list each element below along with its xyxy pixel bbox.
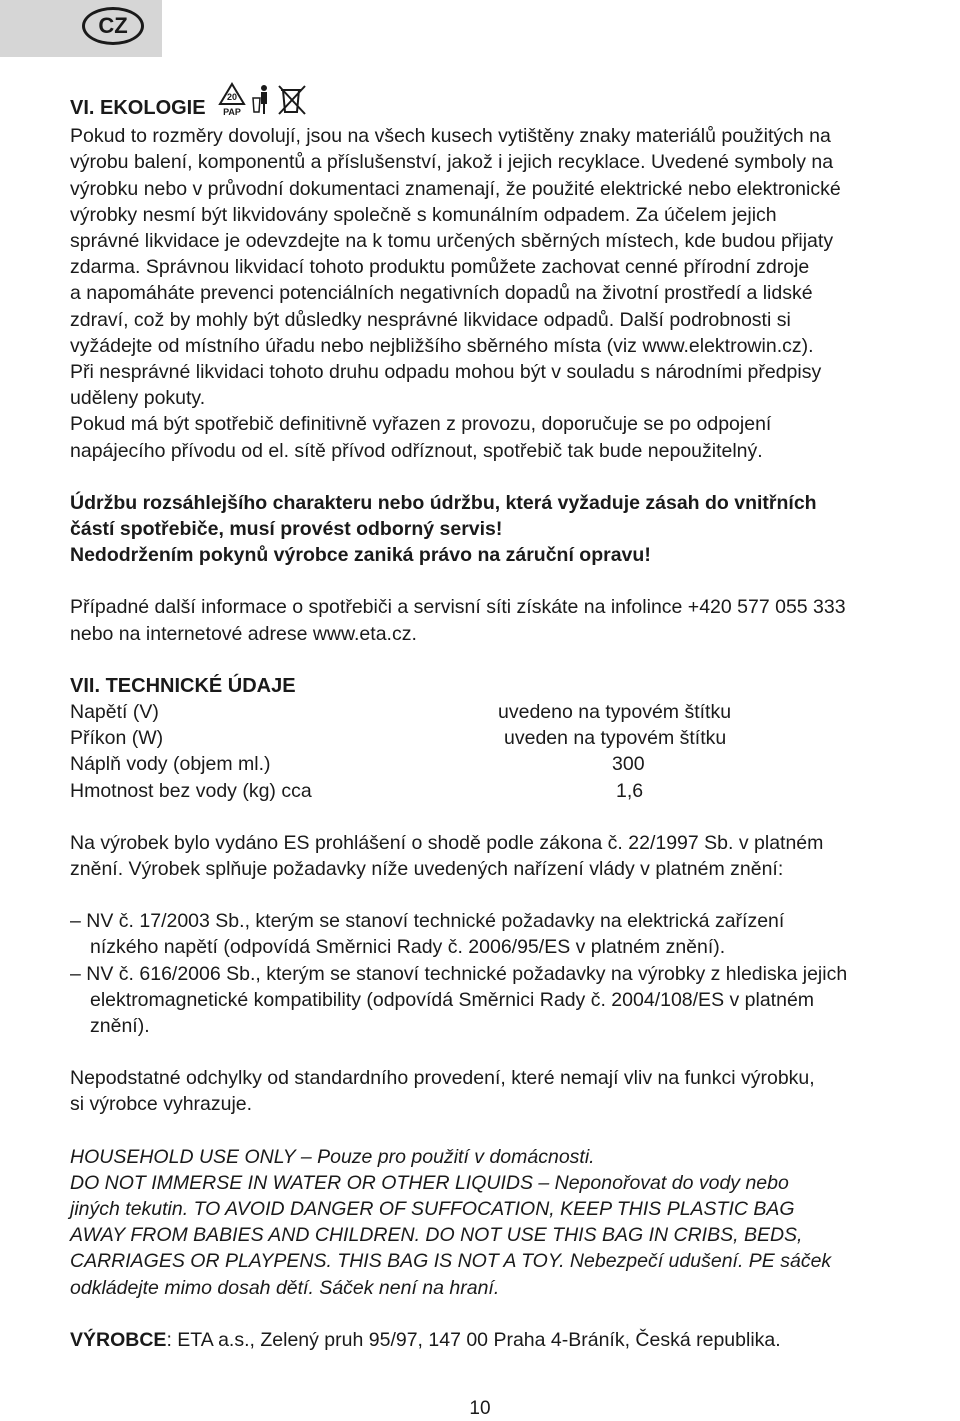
tech-value: uveden na typovém štítku bbox=[504, 727, 727, 750]
manufacturer-label: VÝROBCE bbox=[70, 1328, 167, 1351]
page-number: 10 bbox=[469, 1398, 491, 1419]
language-tab bbox=[0, 0, 162, 57]
crossed-bin-icon bbox=[279, 86, 305, 114]
recycling-code-material: PAP bbox=[223, 107, 241, 117]
ekologie-line: zdraví, což by mohly být důsledky nesprávné likvidace odpadů. Další podrobnosti si bbox=[70, 308, 791, 331]
tech-label: Náplň vody (objem ml.) bbox=[70, 753, 271, 776]
regulation-item bbox=[70, 961, 960, 987]
warning-line: částí spotřebiče, musí provést odborný servis! bbox=[70, 518, 503, 541]
safety-line bbox=[70, 1170, 960, 1196]
warning-line: Údržbu rozsáhlejšího charakteru nebo údržbu, která vyžaduje zásah do vnitřních bbox=[70, 491, 817, 514]
deviations-line: Nepodstatné odchylky od standardního provedení, které nemají vliv na funkci výrobku, bbox=[70, 1067, 815, 1090]
section-ekologie-title: VI. EKOLOGIE bbox=[70, 97, 206, 119]
tech-label: Příkon (W) bbox=[70, 727, 164, 750]
regulation-ref: NV č. 616/2006 Sb. bbox=[86, 962, 256, 985]
regulation-item bbox=[70, 908, 960, 934]
page-content bbox=[70, 82, 960, 1353]
safety-line bbox=[70, 1196, 960, 1222]
manufacturer-address: : ETA a.s., Zelený pruh 95/97, 147 00 Praha 4-Bráník, Česká republika. bbox=[166, 1328, 781, 1351]
safety-line bbox=[70, 1248, 960, 1274]
ekologie-line: výrobku nebo v průvodní dokumentaci znamenají, že použité elektrické nebo elektronické bbox=[70, 177, 841, 200]
ekologie-line: Při nesprávné likvidaci tohoto druhu odpadu mohou být v souladu s národními předpisy bbox=[70, 361, 822, 384]
info-line: nebo na internetové adrese www.eta.cz. bbox=[70, 622, 417, 645]
list-dash: – bbox=[70, 962, 81, 985]
tech-value: 1,6 bbox=[616, 779, 644, 802]
safety-line: odkládejte mimo dosah dětí. Sáček není na hraní. bbox=[70, 1276, 500, 1299]
tech-row bbox=[70, 778, 960, 804]
language-badge: CZ bbox=[82, 7, 144, 45]
declaration-line: Na výrobek bylo vydáno ES prohlášení o shodě podle zákona č. 22/1997 Sb. v platném bbox=[70, 831, 824, 854]
info-line: Případné další informace o spotřebiči a servisní síti získáte na infolince +420 577 055 333 bbox=[70, 596, 846, 619]
regulation-text-continued: znění). bbox=[90, 1015, 150, 1038]
ekologie-line: správné likvidace je odevzdejte na k tomu určených sběrných místech, kde budou přijaty bbox=[70, 230, 834, 253]
tech-row bbox=[70, 699, 960, 725]
immerse-notice-cz: – Neponořovat do vody nebo bbox=[532, 1171, 789, 1194]
regulation-text-continued: elektromagnetické kompatibility (odpovídá Směrnici Rady č. 2004/108/ES v platném bbox=[90, 988, 815, 1011]
suffocation-notice-en: TO AVOID DANGER OF SUFFOCATION, KEEP THIS PLASTIC BAG bbox=[188, 1198, 795, 1221]
regulation-text: , kterým se stanoví technické požadavky na elektrická zařízení bbox=[244, 910, 785, 933]
tech-row bbox=[70, 751, 960, 777]
ekologie-line: a napomáháte prevenci potenciálních negativních dopadů na životní prostředí a lidské bbox=[70, 282, 813, 305]
ekologie-line: výrobky nesmí být likvidovány společně s komunálním odpadem. Za účelem jejich bbox=[70, 203, 777, 226]
safety-line: AWAY FROM BABIES AND CHILDREN. DO NOT USE THIS BAG IN CRIBS, BEDS, bbox=[70, 1224, 803, 1247]
ekologie-line: Pokud má být spotřebič definitivně vyřazen z provozu, doporučuje se po odpojení bbox=[70, 413, 772, 436]
tech-row bbox=[70, 725, 960, 751]
tech-value: 300 bbox=[612, 753, 645, 776]
recycling-symbols-icon bbox=[217, 82, 311, 118]
tech-label: Hmotnost bez vody (kg) cca bbox=[70, 779, 312, 802]
suffocation-notice-en-end: CARRIAGES OR PLAYPENS. THIS BAG IS NOT A TOY. bbox=[70, 1250, 565, 1273]
household-notice-cz: – Pouze pro použití v domácnosti. bbox=[295, 1145, 595, 1168]
section-ekologie-heading bbox=[70, 82, 960, 121]
deviations-line: si výrobce vyhrazuje. bbox=[70, 1093, 253, 1116]
ekologie-line: vyžádejte od místního úřadu nebo nejbližšího sběrného místa (viz www.elektrowin.cz). bbox=[70, 334, 814, 357]
tech-value: uvedeno na typovém štítku bbox=[498, 701, 732, 724]
tech-label: Napětí (V) bbox=[70, 701, 159, 724]
safety-line bbox=[70, 1144, 960, 1170]
ekologie-line: napájecího přívodu od el. sítě přívod odříznout, spotřebič tak bude nepoužitelný. bbox=[70, 439, 763, 462]
tidyman-icon bbox=[253, 85, 267, 114]
section-tech-title: VII. TECHNICKÉ ÚDAJE bbox=[70, 674, 296, 697]
declaration-line: znění. Výrobek splňuje požadavky níže uvedených nařízení vlády v platném znění: bbox=[70, 858, 784, 881]
immerse-notice-cz-cont: jiných tekutin. bbox=[70, 1198, 189, 1221]
regulation-ref: NV č. 17/2003 Sb. bbox=[86, 910, 245, 933]
list-dash: – bbox=[70, 910, 81, 933]
suffocation-notice-cz: Nebezpečí udušení. PE sáček bbox=[564, 1250, 832, 1273]
manufacturer-line bbox=[70, 1327, 960, 1353]
regulation-text: , kterým se stanoví technické požadavky na výrobky z hlediska jejich bbox=[255, 962, 848, 985]
ekologie-line: výrobu balení, komponentů a příslušenství, jakož i jejich recyklace. Uvedené symboly na bbox=[70, 151, 834, 174]
household-notice-en: HOUSEHOLD USE ONLY bbox=[70, 1145, 296, 1168]
ekologie-line: zdarma. Správnou likvidací tohoto produktu pomůžete zachovat cenné přírodní zdroje bbox=[70, 256, 810, 279]
regulation-text-continued: nízkého napětí (odpovídá Směrnici Rady č. 2006/95/ES v platném znění). bbox=[90, 936, 726, 959]
ekologie-line: Pokud to rozměry dovolují, jsou na všech kusech vytištěny znaky materiálů použitých na bbox=[70, 125, 831, 148]
ekologie-line: uděleny pokuty. bbox=[70, 387, 206, 410]
recycling-code-number: 20 bbox=[226, 92, 238, 102]
warning-line: Nedodržením pokynů výrobce zaniká právo na záruční opravu! bbox=[70, 544, 651, 567]
immerse-notice-en: DO NOT IMMERSE IN WATER OR OTHER LIQUIDS bbox=[70, 1171, 533, 1194]
